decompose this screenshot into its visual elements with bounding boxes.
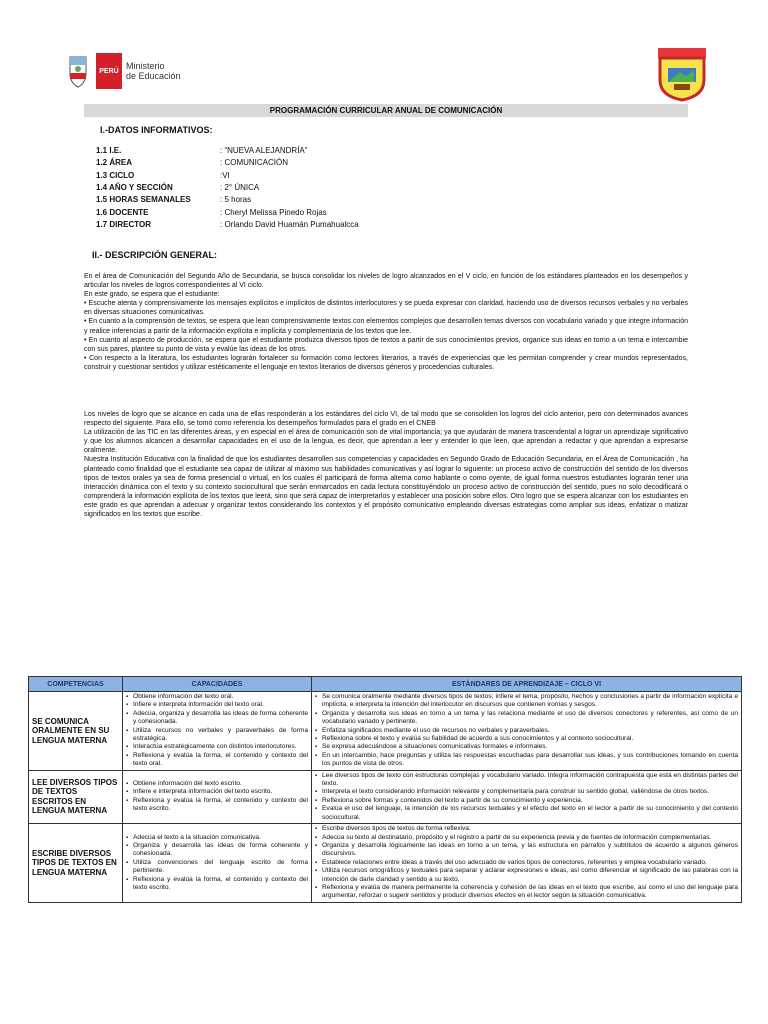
- info-row: [96, 194, 656, 206]
- info-value: :VI: [220, 170, 230, 180]
- list-item: ▪ Adecúa el texto a la situación comunicativa.: [133, 834, 308, 842]
- list-item: ▪ Escribe diversos tipos de textos de forma reflexiva.: [322, 825, 738, 833]
- school-crest-icon: [656, 46, 708, 102]
- list-item: ▪ Organiza y desarrolla lógicamente las ideas en torno a un tema, y las estructura en párrafos y subtítulos de acuerdo a algunos géneros discursivos.: [322, 842, 738, 859]
- list-item: ▪ Reflexiona sobre formas y contenidos del texto a partir de su conocimiento y experiencia.: [322, 797, 738, 805]
- list-item: ▪ En un intercambio, hace preguntas y utiliza las respuestas escuchadas para desarrollar sus ideas, y sus contribuciones tomando en cuenta los puntos de vista de otros.: [322, 752, 738, 769]
- info-label: 1.7 DIRECTOR: [96, 219, 151, 229]
- document-title: PROGRAMACIÓN CURRICULAR ANUAL DE COMUNICACIÓN: [84, 104, 688, 117]
- list-item: ▪ Utiliza recursos no verbales y paraverbales de forma estratégica.: [133, 727, 308, 744]
- list-item: ▪ Enfatiza significados mediante el uso de recursos no verbales y paraverbales.: [322, 727, 738, 735]
- capacidades-cell: [123, 692, 312, 771]
- estandares-cell: [312, 824, 742, 903]
- info-value: : COMUNICACIÓN: [220, 158, 288, 168]
- capacidades-cell: [123, 824, 312, 903]
- description-intro: [84, 272, 688, 372]
- paragraph: • Escuche atenta y comprensivamente los mensajes explícitos e implícitos de distintos interlocutores y se pueda expresar con claridad, haciendo uso de diversos recursos verbales y no verbales en diversas situaciones comunicativas.: [84, 300, 688, 317]
- list-item: ▪ Infiere e interpreta información del texto oral.: [133, 701, 308, 709]
- competencia-cell: ESCRIBE DIVERSOS TIPOS DE TEXTOS EN LENGUA MATERNA: [29, 824, 123, 903]
- header-competencias: COMPETENCIAS: [29, 677, 123, 692]
- paragraph: Nuestra Institución Educativa con la finalidad de que los estudiantes desarrollen sus competencias y capacidades en Segundo Grado de Educación Secundaria, en el Área de Comunicación , ha planteado como finalidad que el estudiante sea capaz de utilizar al máximo sus habilidades comunicativas y así lograr lo siguiente: un proceso activo de construcción del sentido de los diversos tipos de textos orales ya sea de forma presencial o virtual, en los cuales él participará de forma alterna como hablante o como oyente, de igual forma nuestros estudiantes lograrán tener una interacción dinámica con el texto y su contexto sociocultural que serán enmarcados en cada lectura constituyéndolo un proceso activo de construcción del sentido, pues no solo decodificará o comprenderá la información explícita de los textos que leerá, sino que será capaz de interpretarlos y establecer una posición sobre ellos. Otro logro que se espera alcanzar con los estudiantes en este grado es que aprendan a adecuar y organizar textos considerando los contextos y el propósito comunicativo empleando diversas estrategias como ampliar sus ideas, enfatizar o matizar significados en los textos que escribe.: [84, 456, 688, 519]
- info-row: [96, 182, 656, 194]
- paragraph: • En cuanto al aspecto de producción, se espera que el estudiante produzca diversos tipos de textos a partir de sus conocimientos previos, organice sus ideas en torno a un tema e intercambie con sus pares, plantee su punto de vista y evalúe las ideas de los otros.: [84, 336, 688, 353]
- info-label: 1.4 AÑO Y SECCIÓN: [96, 182, 173, 192]
- list-item: ▪ Se expresa adecuándose a situaciones comunicativas formales e informales.: [322, 743, 738, 751]
- estandares-cell: [312, 770, 742, 823]
- list-item: ▪ Obtiene información del texto escrito.: [133, 780, 308, 788]
- info-row: [96, 219, 656, 231]
- info-value: : “NUEVA ALEJANDRÍA”: [220, 146, 308, 155]
- info-label: 1.1 I.E.: [96, 146, 122, 155]
- peru-label: PERÚ: [99, 67, 119, 75]
- table-header-row: [29, 677, 742, 692]
- info-label: 1.6 DOCENTE: [96, 207, 149, 217]
- paragraph: En el área de Comunicación del Segundo Año de Secundaria, se busca consolidar los niveles de logro alcanzados en el V ciclo, en función de los estándares planteados en los desempeños y articular los niveles de logros correspondientes al VI ciclo.: [84, 273, 688, 290]
- list-item: ▪ Obtiene información del texto oral.: [133, 693, 308, 701]
- info-value: : 2° ÚNICA: [220, 182, 260, 192]
- ministry-line1: Ministerio: [126, 61, 165, 71]
- info-value: : 5 horas: [220, 195, 252, 205]
- list-item: ▪ Reflexiona y evalúa la forma, el contenido y contexto del texto escrito.: [133, 876, 308, 893]
- peru-brand-block: [96, 53, 122, 89]
- paragraph: • En cuanto a la comprensión de textos, se espera que lean comprensivamente textos con elementos complejos que desarrollen temas diversos con vocabulario variado y que integre información y realice inferencias a partir de la información explícita e implícita y complementaria de los textos que lee.: [84, 318, 688, 335]
- peru-coat-of-arms-icon: [66, 53, 90, 89]
- list-item: ▪ Reflexiona y evalúa la forma, el contenido y contexto del texto oral.: [133, 752, 308, 769]
- estandares-cell: [312, 692, 742, 771]
- info-label: 1.2 ÁREA: [96, 158, 133, 168]
- list-item: ▪ Organiza y desarrolla las ideas de forma coherente y cohesionada.: [133, 842, 308, 859]
- section-descripcion-general: II.- DESCRIPCIÓN GENERAL:: [92, 250, 218, 260]
- capacidades-cell: [123, 770, 312, 823]
- competencia-cell: SE COMUNICA ORALMENTE EN SU LENGUA MATERNA: [29, 692, 123, 771]
- list-item: ▪ Interpreta el texto considerando información relevante y complementaria para construir su sentido global, valiéndose de otros textos.: [322, 788, 738, 796]
- list-item: ▪ Reflexiona sobre el texto y evalúa su fiabilidad de acuerdo a sus conocimientos y al contexto sociocultural.: [322, 735, 738, 743]
- info-row: [96, 157, 656, 169]
- list-item: ▪ Evalúa el uso del lenguaje, la intención de los recursos textuales y el efecto del texto en el lector a partir de su conocimiento y del contexto sociocultural.: [322, 805, 738, 822]
- paragraph: La utilización de las TIC en las diferentes áreas, y en especial en el área de comunicación son de vital importancia; ya que ayudarán de manera trascendental a lograr un aprendizaje significativo y que los alumnos alcancen a desarrollar capacidades en el uso de la lengua, es decir, que aprendan a leer y entender lo que leen, que aprendan a redactar y que aprendan a expresarse oralmente.: [84, 429, 688, 455]
- info-row: [96, 207, 656, 219]
- description-body: [84, 410, 688, 519]
- table-row: [29, 770, 742, 823]
- section-datos-informativos: I.-DATOS INFORMATIVOS:: [100, 125, 213, 135]
- paragraph: • Con respecto a la literatura, los estudiantes lograrán fortalecer su formación como lectores literarios, a través de experiencias que les permitan comprender y crear mundos representados, construir y cuestionar sentidos y utilizar estéticamente el lenguaje en textos literarios de diversos géneros y procedencias culturales.: [84, 354, 688, 371]
- competencia-cell: LEE DIVERSOS TIPOS DE TEXTOS ESCRITOS EN LENGUA MATERNA: [29, 770, 123, 823]
- info-value: : Orlando David Huamán Pumahualcca: [220, 219, 359, 229]
- list-item: ▪ Lee diversos tipos de texto con estructuras complejas y vocabulario variado. Integra información contrapuesta que está en distintas partes del texto.: [322, 772, 738, 789]
- list-item: ▪ Interactúa estratégicamente con distintos interlocutores.: [133, 743, 308, 751]
- minedu-logo: [66, 50, 181, 92]
- list-item: ▪ Se comunica oralmente mediante diversos tipos de textos; infiere el tema, propósito, hechos y conclusiones a partir de información explícita e implícita, e interpreta la intención del interlocutor en discursos que contienen ironías y sesgos.: [322, 693, 738, 710]
- info-label: 1.5 HORAS SEMANALES: [96, 195, 191, 205]
- header-capacidades: CAPACIDADES: [123, 677, 312, 692]
- list-item: ▪ Reflexiona y evalúa la forma, el contenido y contexto del texto escrito.: [133, 797, 308, 814]
- list-item: ▪ Organiza y desarrolla sus ideas en torno a un tema y las relaciona mediante el uso de diversos conectores y referentes, así como de un vocabulario variado y pertinente.: [322, 710, 738, 727]
- list-item: ▪ Reflexiona y evalúa de manera permanente la coherencia y cohesión de las ideas en el texto que escribe, así como el uso del lenguaje para argumentar, reforzar o sugerir sentidos y producir diversos efectos en el lector según la situación comunicativa.: [322, 884, 738, 901]
- table-row: [29, 692, 742, 771]
- info-label: 1.3 CICLO: [96, 170, 135, 180]
- competencies-table: [28, 676, 742, 903]
- info-row: [96, 145, 656, 157]
- header-estandares: ESTÁNDARES DE APRENDIZAJE – CICLO VI: [312, 677, 742, 692]
- paragraph: En este grado, se espera que el estudiante:: [84, 291, 220, 299]
- ministry-name: [126, 61, 181, 81]
- ministry-line2: de Educación: [126, 71, 181, 81]
- info-value: : Cheryl Melissa Pinedo Rojas: [220, 207, 327, 217]
- list-item: ▪ Adecúa su texto al destinatario, propósito y el registro a partir de su experiencia previa y de fuentes de información complementarias.: [322, 834, 738, 842]
- list-item: ▪ Utiliza convenciones del lenguaje escrito de forma pertinente.: [133, 859, 308, 876]
- info-row: [96, 170, 656, 182]
- list-item: ▪ Infiere e interpreta información del texto escrito.: [133, 788, 308, 796]
- list-item: ▪ Establece relaciones entre ideas a través del uso adecuado de varios tipos de conectores, referentes y emplea vocabulario variado.: [322, 859, 738, 867]
- paragraph: Los niveles de logro que se alcance en cada una de ellas responderán a los estándares del ciclo VI, de tal modo que se consoliden los logros del ciclo anterior, pero con determinados avances respecto del siguiente. Para ello, se tomó como referencia los desempeños formulados para el grado en el CNEB: [84, 411, 688, 428]
- list-item: ▪ Utiliza recursos ortográficos y textuales para separar y aclarar expresiones e ideas, así como diferenciar el significado de las palabras con la intención de darle claridad y sentido a su texto.: [322, 867, 738, 884]
- table-row: [29, 824, 742, 903]
- list-item: ▪ Adecúa, organiza y desarrolla las ideas de forma coherente y cohesionada.: [133, 710, 308, 727]
